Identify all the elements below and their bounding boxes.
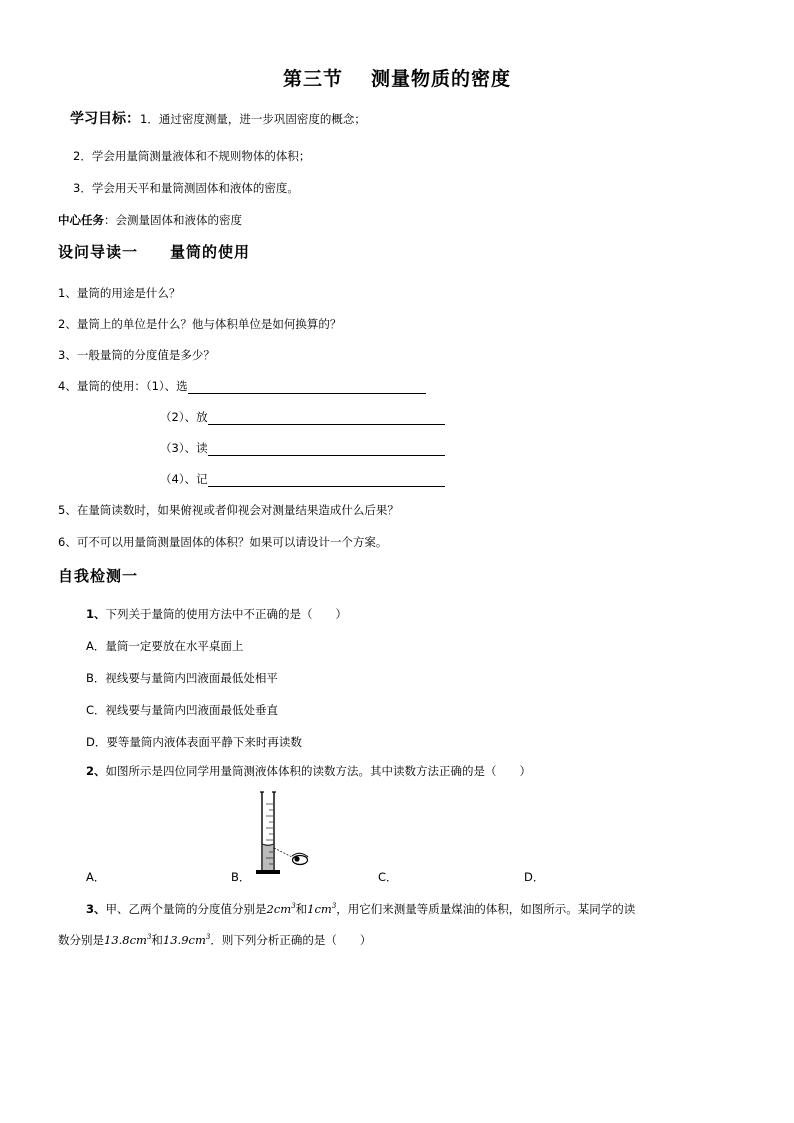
- section-number: 第三节: [282, 68, 343, 90]
- q4-item2-blank[interactable]: [208, 411, 445, 425]
- objectives-label: 学习目标：: [70, 111, 140, 127]
- objective-1-line: [70, 111, 366, 127]
- section1-q5: 5、在量筒读数时，如果俯视或者仰视会对测量结果造成什么后果？: [58, 503, 399, 517]
- section1-q3: 3、一般量筒的分度值是多少？: [58, 348, 215, 362]
- value-1cm3: [307, 902, 336, 916]
- section1-q6: 6、可不可以用量筒测量固体的体积？如果可以请设计一个方案。: [58, 535, 388, 549]
- objective-2: 2．学会用量筒测量液体和不规则物体的体积；: [73, 149, 311, 163]
- test-q3-number: 3、: [86, 901, 106, 916]
- test-q1-number: 1、: [86, 607, 106, 621]
- q4-item4-blank[interactable]: [208, 473, 445, 487]
- value-2cm: 2cm: [266, 901, 292, 916]
- test-q3-line2: [58, 929, 371, 948]
- value-13-8cm: 13.8cm: [104, 932, 147, 947]
- value-1cm: 1cm: [307, 901, 332, 916]
- central-task-label: 中心任务: [58, 213, 104, 227]
- test-q2-text: 如图所示是四位同学用量筒测液体体积的读数方法。其中读数方法正确的是（ ）: [105, 764, 532, 778]
- test-q3-text-3: 数分别是: [58, 932, 104, 947]
- test-q1-option-c: C．视线要与量筒内凹液面最低处垂直: [86, 703, 279, 717]
- q4-item2-label: （2）、放: [160, 410, 208, 424]
- test-q3-and-2: 和: [151, 932, 163, 947]
- q4-item3-blank[interactable]: [208, 442, 445, 456]
- section1-q4-3: [160, 440, 445, 456]
- section1-heading: 设问导读一 量筒的使用: [58, 243, 251, 261]
- test-q2-option-a: A．: [86, 870, 106, 884]
- value-13-9cm: 13.9cm: [162, 932, 206, 947]
- central-task: [58, 212, 242, 228]
- test-q1-text: 下列关于量筒的使用方法中不正确的是（ ）: [105, 607, 348, 621]
- test-q1-option-a: A．量筒一定要放在水平桌面上: [86, 639, 244, 653]
- test-q2-option-b: B．: [231, 870, 251, 884]
- test-q1-option-d: D．要等量筒内液体表面平静下来时再读数: [86, 735, 302, 749]
- exponent-3: 3: [146, 933, 152, 941]
- exponent-2: 3: [331, 902, 337, 910]
- test-q1-option-b: B．视线要与量筒内凹液面最低处相平: [86, 671, 278, 685]
- section1-q4-2: [160, 409, 445, 425]
- test-q3-line1: [86, 898, 635, 917]
- test-q2-option-d: D．: [524, 870, 545, 884]
- test-q2-stem: [86, 763, 531, 779]
- section1-q1: 1、量筒的用途是什么？: [58, 286, 181, 300]
- q4-item4-label: （4）、记: [160, 472, 208, 486]
- value-13-9cm3: [163, 933, 210, 947]
- objective-1: 1．通过密度测量，进一步巩固密度的概念；: [140, 112, 366, 126]
- q4-item3-label: （3）、读: [160, 441, 208, 455]
- page-title: [0, 64, 794, 91]
- test-q1-stem: [86, 606, 347, 622]
- test-q3-text-2: ，用它们来测量等质量煤油的体积，如图所示。某同学的读: [336, 901, 636, 916]
- q4-item1-label: 4、量筒的使用：（1）、选: [58, 379, 188, 393]
- value-13-8cm3: [104, 933, 151, 947]
- section1-q4: [58, 378, 426, 394]
- exponent-1: 3: [291, 902, 296, 910]
- objective-3: 3．学会用天平和量筒测固体和液体的密度。: [73, 181, 299, 195]
- test-q3-text-1: 甲、乙两个量筒的分度值分别是: [105, 901, 267, 916]
- test-q2-option-c: C．: [378, 870, 398, 884]
- test-q3-text-4: ．则下列分析正确的是（ ）: [210, 932, 372, 947]
- test-q2-number: 2、: [86, 764, 106, 778]
- graduated-cylinder-figure: [252, 790, 314, 882]
- section1-q2: 2、量筒上的单位是什么？他与体积单位是如何换算的？: [58, 317, 342, 331]
- exponent-4: 3: [205, 933, 211, 941]
- value-2cm3: [267, 902, 296, 916]
- test-q3-and-1: 和: [295, 901, 308, 916]
- section1-q4-4: [160, 471, 445, 487]
- central-task-text: ：会测量固体和液体的密度: [104, 213, 242, 227]
- q4-item1-blank[interactable]: [188, 380, 426, 394]
- section-name: 测量物质的密度: [371, 68, 512, 90]
- self-test-heading: 自我检测一: [58, 567, 139, 585]
